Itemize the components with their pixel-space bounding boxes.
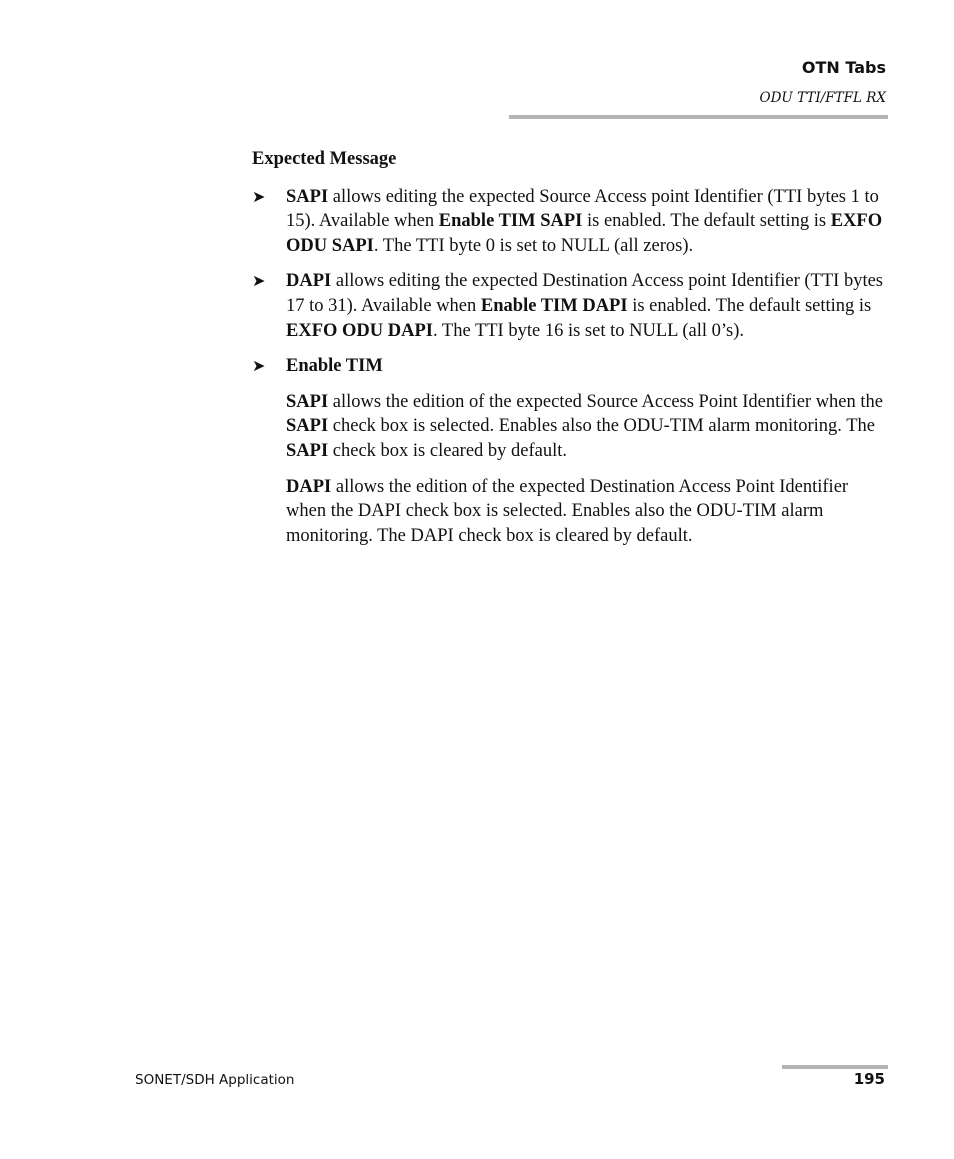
term-exfo-odu-dapi: EXFO ODU DAPI — [286, 320, 433, 341]
term-exfo-odu-sapi: EXFO ODU SAPI — [286, 211, 883, 256]
arrowhead-bullet-icon: ➤ — [252, 188, 266, 206]
list-item-enable-tim — [252, 354, 892, 379]
chapter-title: OTN Tabs — [801, 58, 886, 77]
section-heading: Expected Message — [252, 149, 397, 169]
arrowhead-bullet-icon: ➤ — [252, 358, 266, 376]
running-header — [506, 57, 886, 108]
page-number: 195 — [853, 1070, 885, 1088]
section-subtitle: ODU TTI/FTFL RX — [759, 90, 886, 106]
main-content — [252, 147, 892, 559]
term-enable-tim-dapi: Enable TIM DAPI — [480, 295, 628, 316]
enable-tim-sapi-paragraph: SAPI allows the edition of the expected Source Access Point Identifier when the SAPI check box is selected. Enables also the ODU-TIM alarm monitoring. The SAPI check box is cleared by default. — [286, 391, 883, 461]
arrowhead-bullet-icon: ➤ — [252, 273, 266, 291]
term-enable-tim: Enable TIM — [286, 356, 383, 377]
term-enable-tim-sapi: Enable TIM SAPI — [438, 211, 583, 232]
enable-tim-dapi-paragraph: DAPI allows the edition of the expected Destination Access Point Identifier when the DAPI check box is selected. Enables also the ODU-TIM alarm monitoring. The DAPI check box is cleared by default. — [286, 476, 849, 546]
list-item-dapi: ➤ DAPI allows editing the expected Destination Access point Identifier (TTI bytes 17 to 31). Available when Enable TIM DAPI is enabled. The default setting is EXFO ODU DAPI. The TTI byte 16 is set to NULL (all 0’s). — [252, 271, 883, 341]
list-item-sapi: ➤ SAPI allows editing the expected Source Access point Identifier (TTI bytes 1 to 15). Available when Enable TIM SAPI is enabled. The default setting is EXFO ODU SAPI. The TTI byte 0 is set to NULL (all zeros). — [252, 186, 883, 256]
term-dapi: DAPI — [286, 271, 332, 292]
term-sapi: SAPI — [286, 186, 329, 207]
header-rule — [509, 115, 888, 119]
footer-document-title: SONET/SDH Application — [135, 1072, 295, 1088]
